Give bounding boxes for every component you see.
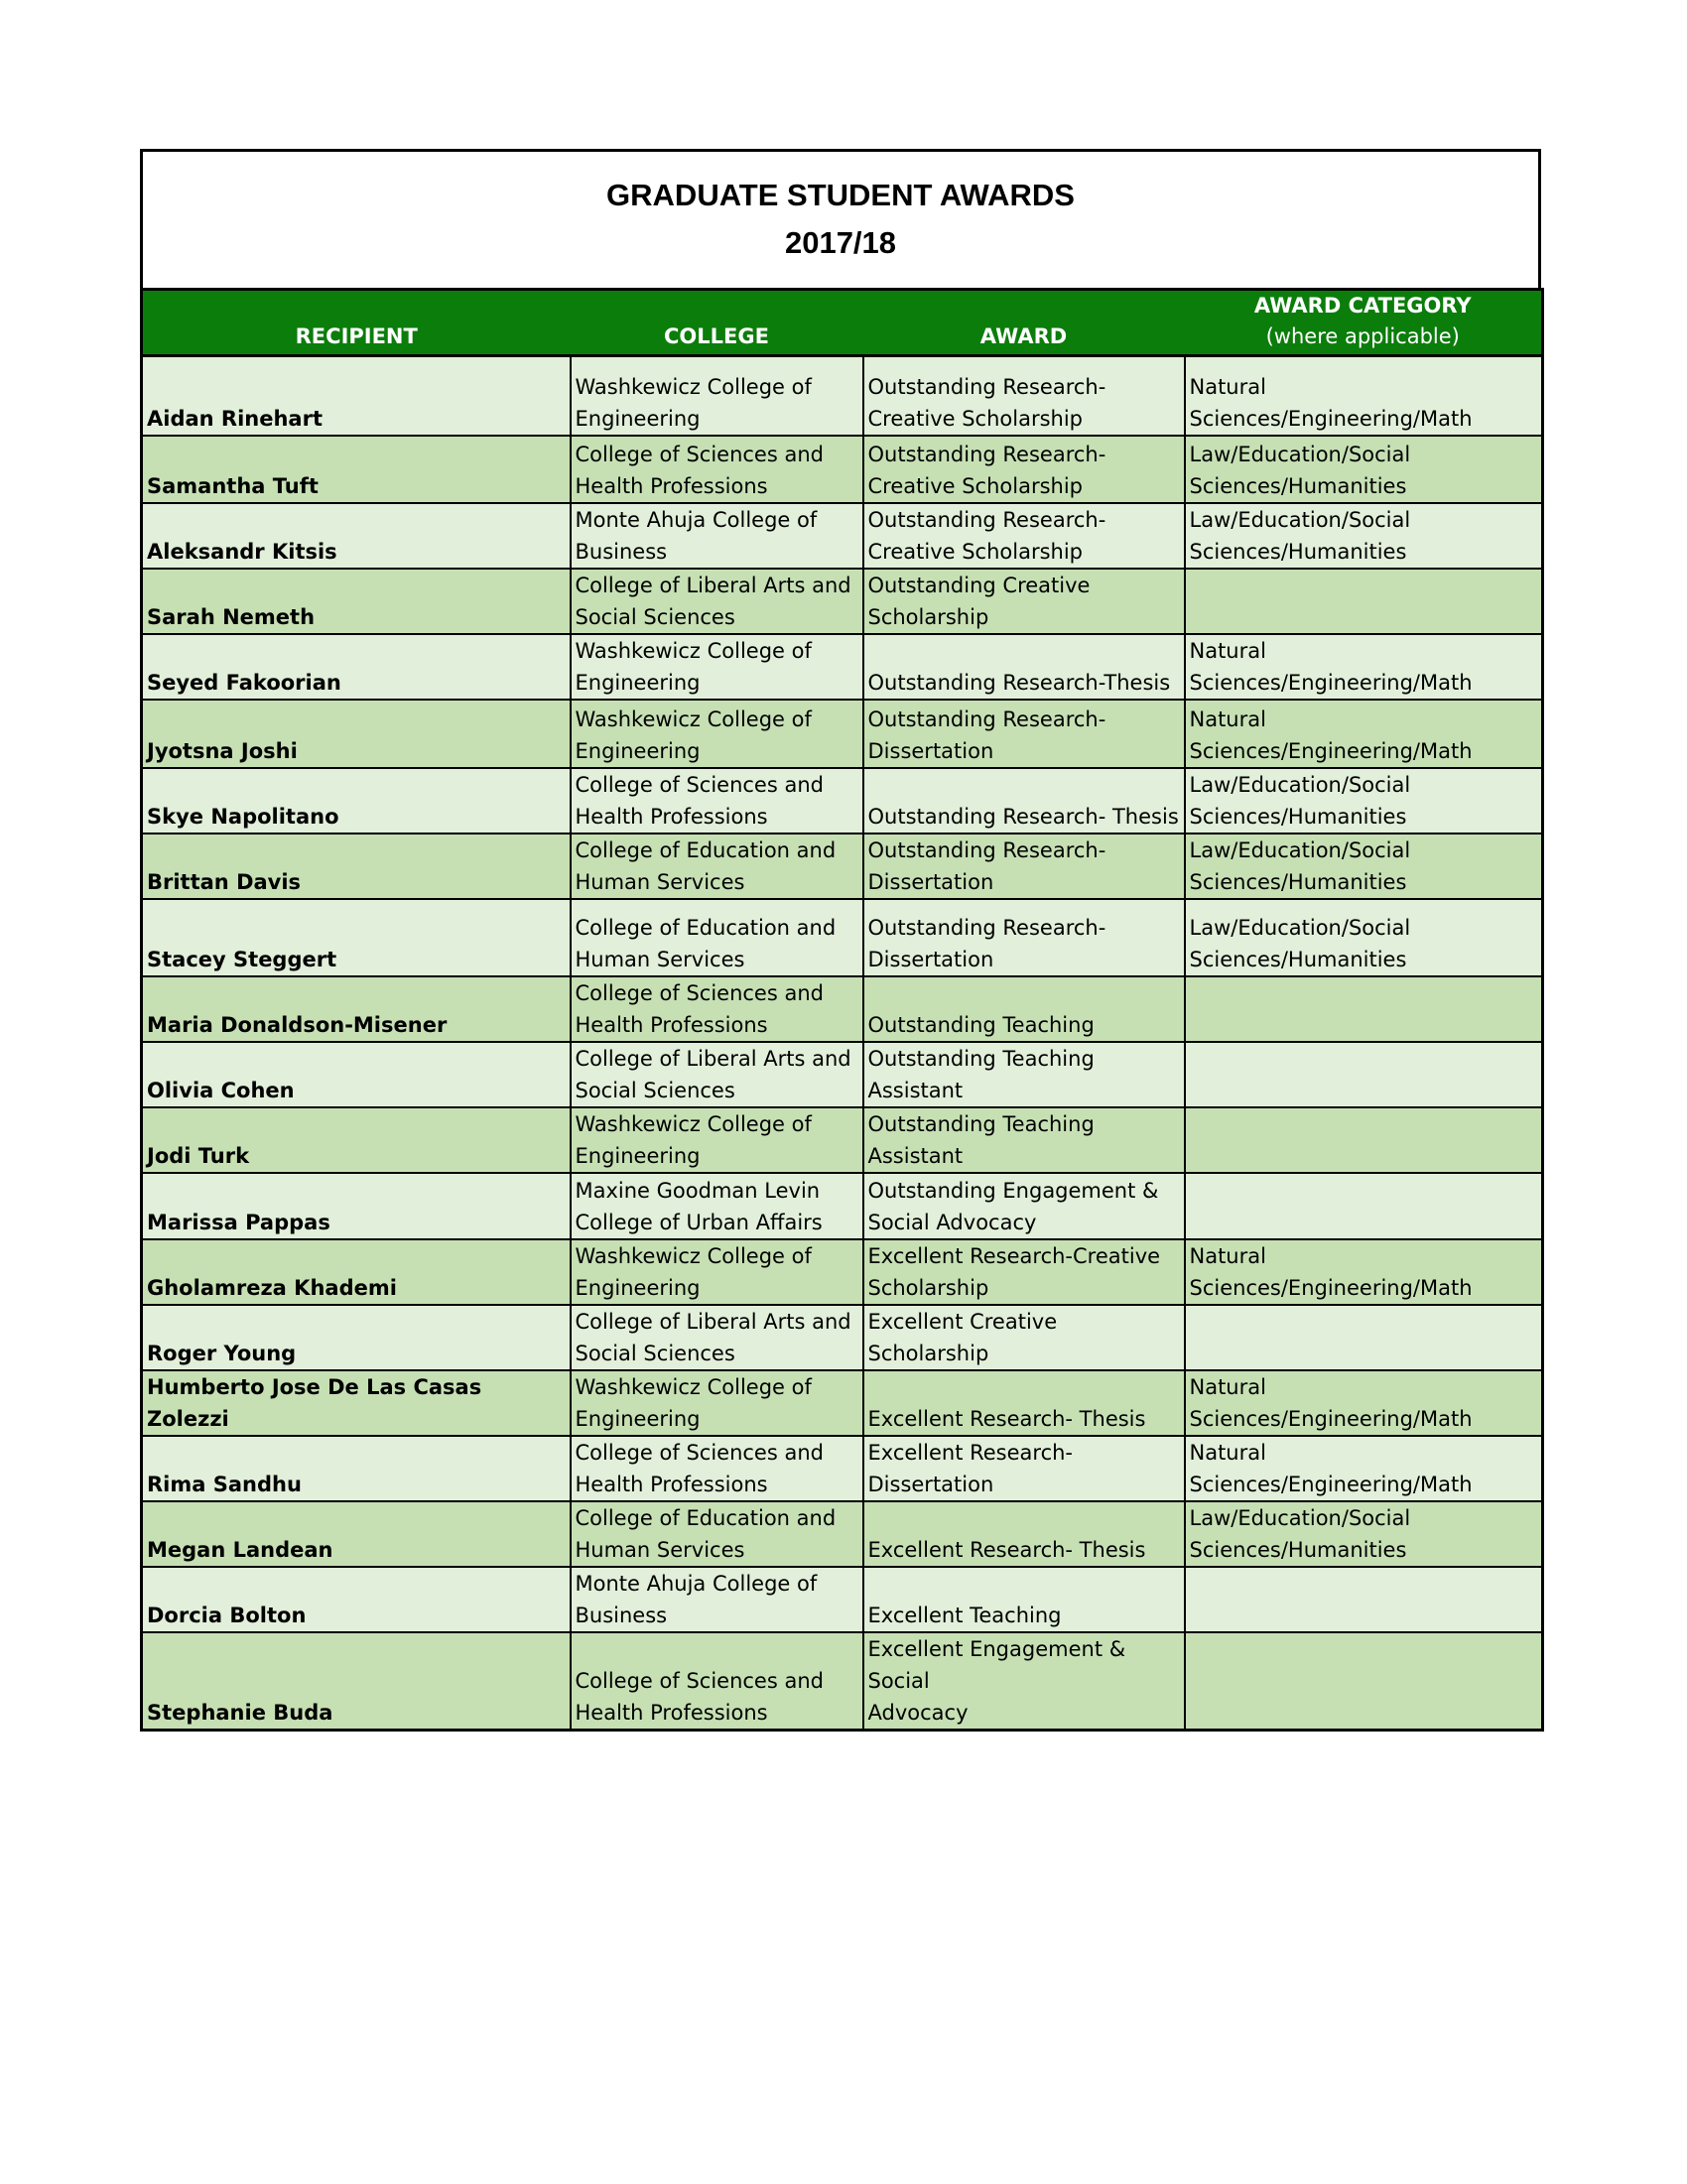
recipient-cell-text: Sarah Nemeth: [147, 604, 316, 629]
award-cell-text: Outstanding Engagement & Social Advocacy: [867, 1178, 1159, 1234]
recipient-cell-text: Jyotsna Joshi: [147, 738, 298, 763]
award-cell-text: Excellent Teaching: [867, 1603, 1062, 1627]
table-row: [142, 768, 1543, 834]
college-cell-text: College of Education and Human Services: [575, 837, 837, 894]
award-cell-text: Outstanding Research- Dissertation: [867, 837, 1106, 894]
recipient-cell-text: Aleksandr Kitsis: [147, 539, 337, 564]
college-cell-text: College of Sciences and Health Professions: [575, 1668, 824, 1725]
header-award-category-title: AWARD CATEGORY: [1253, 294, 1472, 318]
award-cell: [863, 436, 1185, 503]
table-row: [142, 1239, 1543, 1305]
recipient-cell: [142, 1173, 571, 1239]
table-row: [142, 834, 1543, 899]
college-cell-text: Washkewicz College of Engineering: [575, 638, 812, 695]
award-category-cell: [1185, 1632, 1543, 1731]
recipient-cell: [142, 1042, 571, 1107]
college-cell: [571, 1239, 863, 1305]
award-cell: [863, 1239, 1185, 1305]
award-cell: [863, 503, 1185, 569]
award-category-cell-text: Natural Sciences/Engineering/Math: [1189, 1374, 1473, 1431]
recipient-cell-text: Stacey Steggert: [147, 947, 337, 971]
recipient-cell-text: Stephanie Buda: [147, 1700, 333, 1725]
award-category-cell-text: Law/Education/Social Sciences/Humanities: [1189, 442, 1411, 498]
award-cell: [863, 976, 1185, 1042]
award-cell-text: Outstanding Research-Thesis: [867, 670, 1171, 695]
recipient-cell: [142, 1305, 571, 1370]
college-cell-text: Maxine Goodman Levin College of Urban Affairs: [575, 1178, 823, 1234]
award-category-cell: [1185, 436, 1543, 503]
college-cell: [571, 976, 863, 1042]
award-category-cell-text: Natural Sciences/Engineering/Math: [1189, 707, 1473, 763]
recipient-cell: [142, 1370, 571, 1436]
recipient-cell-text: Brittan Davis: [147, 869, 302, 894]
table-row: [142, 436, 1543, 503]
award-category-cell-text: Natural Sciences/Engineering/Math: [1189, 638, 1473, 695]
recipient-cell-text: Skye Napolitano: [147, 804, 339, 829]
award-category-cell: [1185, 356, 1543, 436]
college-cell: [571, 1370, 863, 1436]
college-cell: [571, 700, 863, 768]
award-cell-text: Excellent Creative Scholarship: [867, 1309, 1058, 1365]
award-category-cell-text: Law/Education/Social Sciences/Humanities: [1189, 837, 1411, 894]
award-cell-text: Outstanding Research- Dissertation: [867, 707, 1106, 763]
awards-sheet: [140, 149, 1541, 1732]
award-category-cell-text: Law/Education/Social Sciences/Humanities: [1189, 772, 1411, 829]
award-cell: [863, 1632, 1185, 1731]
award-cell: [863, 1370, 1185, 1436]
award-cell: [863, 899, 1185, 976]
recipient-cell: [142, 1632, 571, 1731]
award-category-cell: [1185, 1107, 1543, 1173]
recipient-cell-text: Maria Donaldson-Misener: [147, 1012, 448, 1037]
award-category-cell: [1185, 634, 1543, 700]
table-row: [142, 634, 1543, 700]
table-row: [142, 700, 1543, 768]
college-cell: [571, 1107, 863, 1173]
header-award: AWARD: [863, 290, 1185, 356]
college-cell: [571, 899, 863, 976]
award-cell: [863, 1567, 1185, 1632]
college-cell-text: Monte Ahuja College of Business: [575, 1571, 818, 1627]
title-box: [140, 149, 1541, 288]
award-category-cell-text: Law/Education/Social Sciences/Humanities: [1189, 1505, 1411, 1562]
college-cell-text: Monte Ahuja College of Business: [575, 507, 818, 564]
recipient-cell: [142, 976, 571, 1042]
header-recipient: RECIPIENT: [142, 290, 571, 356]
awards-table: [140, 288, 1544, 1732]
college-cell-text: College of Liberal Arts and Social Sciences: [575, 573, 851, 629]
college-cell: [571, 1305, 863, 1370]
award-category-cell-text: Natural Sciences/Engineering/Math: [1189, 374, 1473, 431]
college-cell-text: College of Liberal Arts and Social Sciences: [575, 1046, 851, 1102]
award-cell: [863, 569, 1185, 634]
award-category-cell: [1185, 768, 1543, 834]
recipient-cell-text: Rima Sandhu: [147, 1472, 302, 1496]
award-category-cell: [1185, 1173, 1543, 1239]
recipient-cell-text: Aidan Rinehart: [147, 406, 323, 431]
recipient-cell-text: Megan Landean: [147, 1537, 333, 1562]
award-cell-text: Outstanding Research- Creative Scholarship: [867, 374, 1106, 431]
college-cell-text: College of Education and Human Services: [575, 1505, 837, 1562]
award-category-cell: [1185, 1042, 1543, 1107]
award-cell-text: Excellent Engagement & Social Advocacy: [867, 1636, 1126, 1725]
table-row: [142, 1370, 1543, 1436]
college-cell-text: College of Education and Human Services: [575, 915, 837, 971]
college-cell: [571, 834, 863, 899]
award-cell: [863, 768, 1185, 834]
college-cell: [571, 356, 863, 436]
award-category-cell: [1185, 1370, 1543, 1436]
award-cell: [863, 1436, 1185, 1501]
award-category-cell: [1185, 1567, 1543, 1632]
college-cell-text: College of Sciences and Health Professions: [575, 980, 824, 1037]
award-category-cell: [1185, 1501, 1543, 1567]
college-cell: [571, 436, 863, 503]
award-category-cell: [1185, 899, 1543, 976]
award-category-cell: [1185, 976, 1543, 1042]
page-subtitle-year: 2017/18: [784, 225, 897, 260]
college-cell-text: Washkewicz College of Engineering: [575, 1243, 812, 1300]
recipient-cell: [142, 436, 571, 503]
table-row: [142, 976, 1543, 1042]
award-cell-text: Outstanding Research- Thesis: [867, 804, 1179, 829]
award-category-cell: [1185, 569, 1543, 634]
award-cell-text: Excellent Research- Thesis: [867, 1406, 1146, 1431]
recipient-cell-text: Jodi Turk: [147, 1143, 250, 1168]
college-cell: [571, 1436, 863, 1501]
recipient-cell: [142, 503, 571, 569]
award-cell-text: Outstanding Teaching Assistant: [867, 1111, 1095, 1168]
award-cell: [863, 356, 1185, 436]
college-cell: [571, 1632, 863, 1731]
recipient-cell: [142, 768, 571, 834]
award-cell: [863, 1107, 1185, 1173]
recipient-cell: [142, 569, 571, 634]
recipient-cell: [142, 1567, 571, 1632]
award-cell-text: Outstanding Research- Creative Scholarship: [867, 442, 1106, 498]
college-cell: [571, 634, 863, 700]
table-row: [142, 569, 1543, 634]
table-row: [142, 1501, 1543, 1567]
recipient-cell: [142, 834, 571, 899]
header-row: [142, 290, 1543, 356]
college-cell-text: Washkewicz College of Engineering: [575, 374, 812, 431]
table-row: [142, 1173, 1543, 1239]
table-row: [142, 1042, 1543, 1107]
recipient-cell: [142, 700, 571, 768]
table-row: [142, 503, 1543, 569]
table-row: [142, 1567, 1543, 1632]
college-cell: [571, 1567, 863, 1632]
recipient-cell-text: Roger Young: [147, 1341, 297, 1365]
recipient-cell-text: Samantha Tuft: [147, 473, 319, 498]
college-cell: [571, 569, 863, 634]
award-cell-text: Excellent Research- Dissertation: [867, 1440, 1074, 1496]
college-cell-text: College of Sciences and Health Professions: [575, 442, 824, 498]
award-cell-text: Outstanding Research- Dissertation: [867, 915, 1106, 971]
recipient-cell-text: Seyed Fakoorian: [147, 670, 341, 695]
award-cell: [863, 1501, 1185, 1567]
award-category-cell: [1185, 1305, 1543, 1370]
recipient-cell-text: Olivia Cohen: [147, 1078, 295, 1102]
award-cell-text: Outstanding Teaching Assistant: [867, 1046, 1095, 1102]
table-row: [142, 1436, 1543, 1501]
college-cell-text: College of Sciences and Health Professions: [575, 1440, 824, 1496]
college-cell: [571, 1501, 863, 1567]
page-title: GRADUATE STUDENT AWARDS: [606, 178, 1075, 212]
award-category-cell-text: Natural Sciences/Engineering/Math: [1189, 1243, 1473, 1300]
recipient-cell: [142, 1107, 571, 1173]
recipient-cell: [142, 1239, 571, 1305]
award-category-cell: [1185, 1436, 1543, 1501]
award-cell: [863, 1305, 1185, 1370]
college-cell-text: College of Sciences and Health Professions: [575, 772, 824, 829]
award-category-cell-text: Law/Education/Social Sciences/Humanities: [1189, 507, 1411, 564]
table-row: [142, 899, 1543, 976]
college-cell: [571, 1173, 863, 1239]
recipient-cell: [142, 634, 571, 700]
table-row: [142, 1632, 1543, 1731]
recipient-cell: [142, 1501, 571, 1567]
award-category-cell: [1185, 700, 1543, 768]
header-award-category-note: (where applicable): [1265, 324, 1460, 348]
award-category-cell: [1185, 1239, 1543, 1305]
award-cell: [863, 834, 1185, 899]
recipient-cell: [142, 356, 571, 436]
award-cell: [863, 1042, 1185, 1107]
college-cell: [571, 503, 863, 569]
college-cell-text: Washkewicz College of Engineering: [575, 707, 812, 763]
award-cell-text: Outstanding Creative Scholarship: [867, 573, 1091, 629]
header-award-category: [1185, 290, 1543, 356]
college-cell: [571, 768, 863, 834]
award-cell: [863, 1173, 1185, 1239]
recipient-cell-text: Dorcia Bolton: [147, 1603, 307, 1627]
college-cell-text: College of Liberal Arts and Social Sciences: [575, 1309, 851, 1365]
recipient-cell-text: Gholamreza Khademi: [147, 1275, 397, 1300]
recipient-cell-text: Marissa Pappas: [147, 1210, 330, 1234]
table-row: [142, 356, 1543, 436]
award-cell-text: Outstanding Research- Creative Scholarship: [867, 507, 1106, 564]
award-cell: [863, 634, 1185, 700]
award-category-cell-text: Law/Education/Social Sciences/Humanities: [1189, 915, 1411, 971]
header-college: COLLEGE: [571, 290, 863, 356]
recipient-cell: [142, 1436, 571, 1501]
table-row: [142, 1107, 1543, 1173]
college-cell-text: Washkewicz College of Engineering: [575, 1374, 812, 1431]
college-cell: [571, 1042, 863, 1107]
award-category-cell: [1185, 834, 1543, 899]
recipient-cell-text: Humberto Jose De Las Casas Zolezzi: [147, 1374, 482, 1431]
award-category-cell: [1185, 503, 1543, 569]
award-cell-text: Outstanding Teaching: [867, 1012, 1095, 1037]
table-body: [142, 356, 1543, 1731]
college-cell-text: Washkewicz College of Engineering: [575, 1111, 812, 1168]
table-row: [142, 1305, 1543, 1370]
award-category-cell-text: Natural Sciences/Engineering/Math: [1189, 1440, 1473, 1496]
award-cell-text: Excellent Research-Creative Scholarship: [867, 1243, 1161, 1300]
recipient-cell: [142, 899, 571, 976]
award-cell: [863, 700, 1185, 768]
award-cell-text: Excellent Research- Thesis: [867, 1537, 1146, 1562]
